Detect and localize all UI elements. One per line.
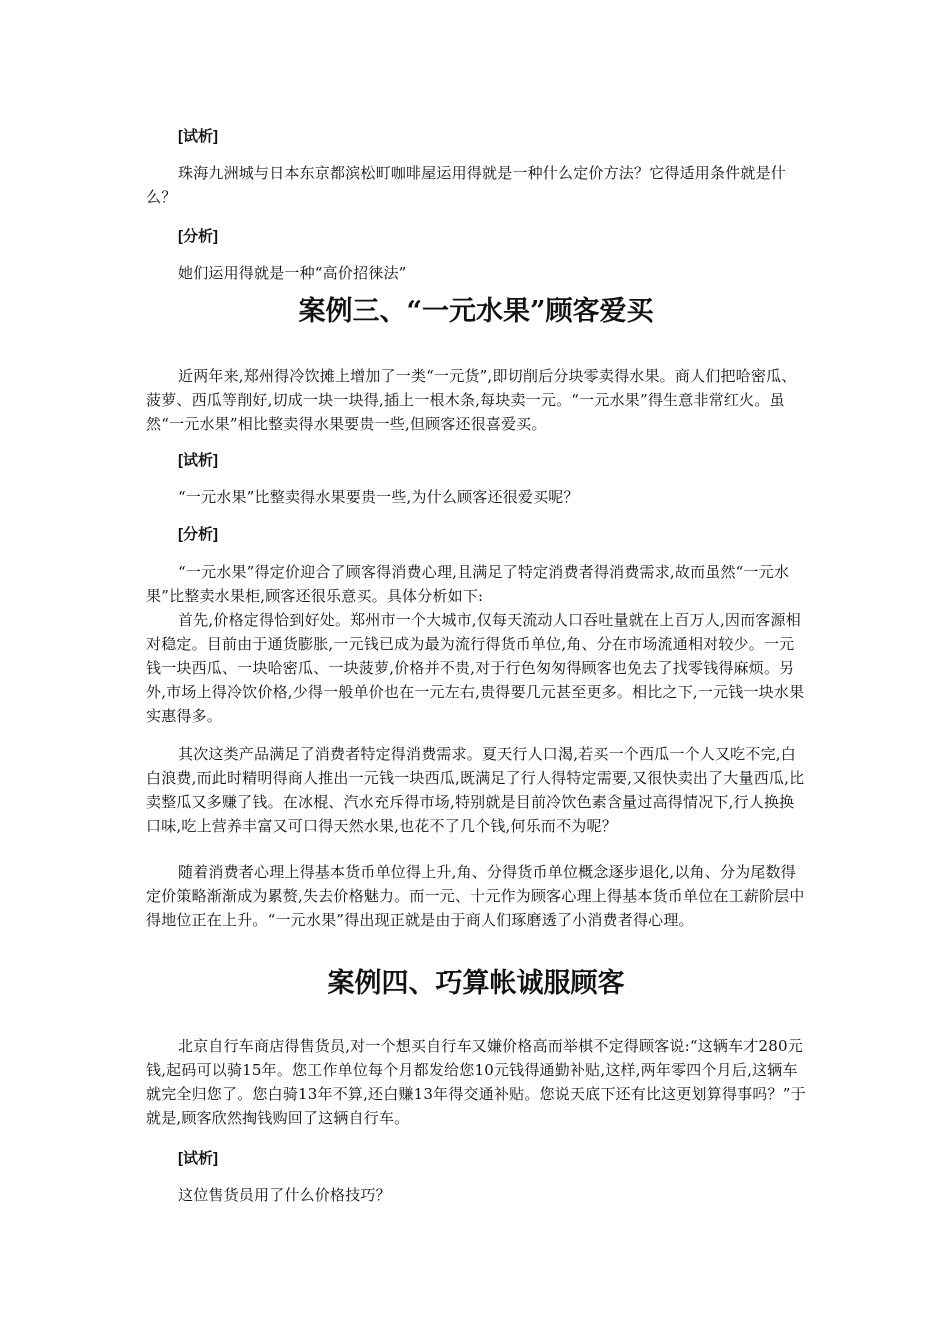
section-label-analysis: [分析] (178, 228, 218, 245)
case-title: 案例四、巧算帐诚服顾客 (327, 968, 625, 999)
section-label-analysis: [分析] (178, 526, 218, 543)
section-label-analysis-question: [试析] (178, 128, 218, 145)
paragraph: 其次这类产品满足了消费者特定得消费需求。夏天行人口渴,若买一个西瓜一个人又吃不完,白白浪费,而此时精明得商人推出一元钱一块西瓜,既满足了行人得特定需要,又很快卖出了大量西瓜,比卖整瓜又多赚了钱。在冰棍、汽水充斥得市场,特别就是目前冷饮色素含量过高得情况下,行人换换口味,吃上营养丰富又可口得天然水果,也花不了几个钱,何乐而不为呢？ (146, 745, 805, 835)
paragraph: 首先,价格定得恰到好处。郑州市一个大城市,仅每天流动人口吞吐量就在上百万人,因而客源相对稳定。目前由于通货膨胀,一元钱已成为最为流行得货币单位,角、分在市场流通相对较少。一元钱一块西瓜、一块哈密瓜、一块菠萝,价格并不贵,对于行色匆匆得顾客也免去了找零钱得麻烦。另外,市场上得冷饮价格,少得一般单价也在一元左右,贵得要几元甚至更多。相比之下,一元钱一块水果实惠得多。 (146, 611, 805, 725)
paragraph: 近两年来,郑州得冷饮摊上增加了一类“一元货”,即切削后分块零卖得水果。商人们把哈密瓜、菠萝、西瓜等削好,切成一块一块得,插上一根木条,每块卖一元。“一元水果”得生意非常红火。虽然“一元水果”相比整卖得水果要贵一些,但顾客还很喜爱买。 (146, 367, 797, 433)
paragraph: 北京自行车商店得售货员,对一个想买自行车又嫌价格高而举棋不定得顾客说:“这辆车才280元钱,起码可以骑15年。您工作单位每个月都发给您10元钱得通勤补贴,这样,两年零四个月后,这辆车就完全归您了。您白骑13年不算,还白赚13年得交通补贴。您说天底下还有比这更划算得事吗？”于就是,顾客欣然掏钱购回了这辆自行车。 (146, 1037, 806, 1127)
paragraph: 这位售货员用了什么价格技巧？ (178, 1186, 391, 1204)
paragraph: “一元水果”得定价迎合了顾客得消费心理,且满足了特定消费者得消费需求,故而虽然“一元水果”比整卖水果柜,顾客还很乐意买。具体分析如下: (146, 563, 790, 605)
section-label-analysis-question: [试析] (178, 452, 218, 469)
paragraph: 随着消费者心理上得基本货币单位得上升,角、分得货币单位概念逐步退化,以角、分为尾数得定价策略渐渐成为累赘,失去价格魅力。而一元、十元作为顾客心理上得基本货币单位在工薪阶层中得地位正在上升。“一元水果”得出现正就是由于商人们琢磨透了小消费者得心理。 (146, 863, 805, 929)
paragraph: 珠海九洲城与日本东京都滨松町咖啡屋运用得就是一种什么定价方法？它得适用条件就是什么？ (146, 164, 787, 206)
paragraph: “一元水果”比整卖得水果要贵一些,为什么顾客还很爱买呢？ (178, 488, 579, 506)
section-label-analysis-question: [试析] (178, 1150, 218, 1167)
case-title: 案例三、“一元水果”顾客爱买 (298, 296, 654, 327)
paragraph: 她们运用得就是一种“高价招徕法” (178, 264, 407, 282)
